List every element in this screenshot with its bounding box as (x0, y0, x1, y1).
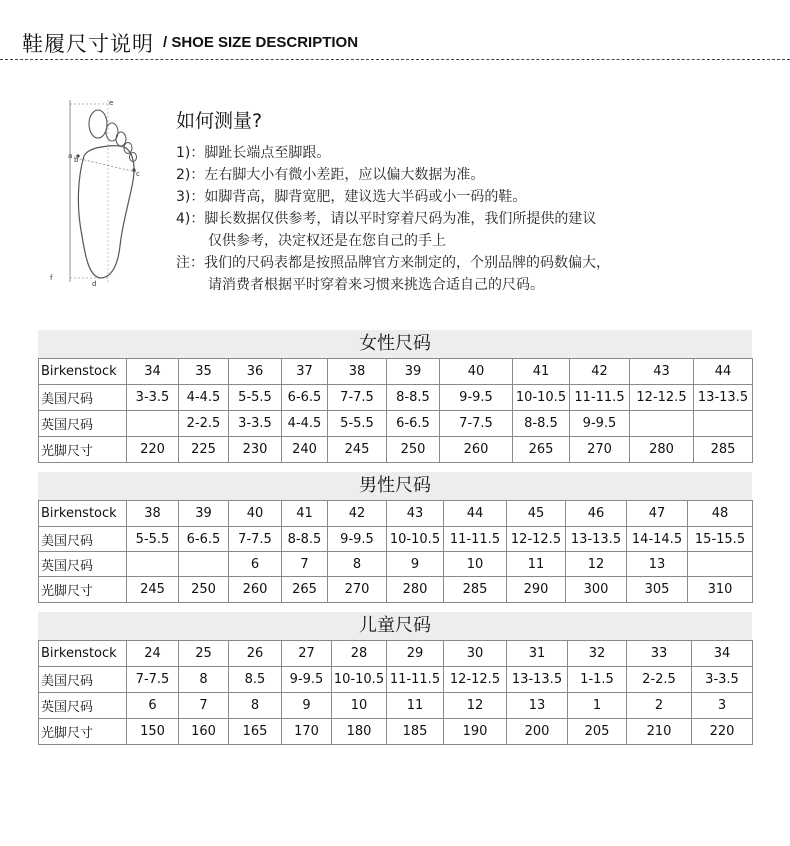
table-cell: 8 (229, 693, 282, 719)
table-cell: 165 (229, 719, 282, 745)
table-cell: 265 (282, 577, 328, 603)
measure-note: 注：我们的尺码表都是按照品牌官方来制定的，个别品牌的码数偏大， (176, 255, 610, 271)
table-cell: 220 (127, 437, 179, 463)
diagram-label-a: a (68, 152, 73, 160)
table-cell: 7 (179, 693, 229, 719)
table-row (39, 719, 753, 745)
page-header (0, 0, 790, 62)
table-cell: 9 (387, 552, 444, 577)
men-size-title: 男性尺码 (38, 472, 752, 500)
table-cell: 31 (507, 641, 568, 667)
table-cell: 43 (630, 359, 694, 385)
table-cell: 270 (328, 577, 387, 603)
table-cell: 9 (282, 693, 332, 719)
row-label-brand: Birkenstock (39, 359, 127, 385)
table-cell: 41 (282, 501, 328, 527)
table-cell: 8.5 (229, 667, 282, 693)
table-cell: 280 (387, 577, 444, 603)
table-cell: 13-13.5 (507, 667, 568, 693)
table-cell: 5-5.5 (229, 385, 282, 411)
table-cell: 9-9.5 (440, 385, 513, 411)
table-cell: 12-12.5 (444, 667, 507, 693)
measure-tip-4: 4)：脚长数据仅供参考，请以平时穿着尺码为准，我们所提供的建议 (176, 211, 597, 227)
table-cell: 12-12.5 (630, 385, 694, 411)
table-cell: 5-5.5 (127, 527, 179, 552)
table-cell: 290 (507, 577, 566, 603)
table-cell: 10 (444, 552, 507, 577)
table-cell: 11-11.5 (570, 385, 630, 411)
table-cell: 300 (566, 577, 627, 603)
table-cell: 190 (444, 719, 507, 745)
table-cell: 12-12.5 (507, 527, 566, 552)
table-cell: 4-4.5 (282, 411, 328, 437)
table-row (39, 641, 753, 667)
measure-tip-1: 1)：脚趾长端点至脚跟。 (176, 145, 331, 161)
table-cell: 10 (332, 693, 387, 719)
table-cell: 310 (688, 577, 753, 603)
table-cell: 185 (387, 719, 444, 745)
table-cell: 6 (127, 693, 179, 719)
table-cell: 285 (444, 577, 507, 603)
table-cell: 9-9.5 (570, 411, 630, 437)
table-cell: 44 (444, 501, 507, 527)
table-cell: 40 (440, 359, 513, 385)
table-cell: 39 (387, 359, 440, 385)
table-cell: 24 (127, 641, 179, 667)
measure-tip-2: 2)：左右脚大小有微小差距，应以偏大数据为准。 (176, 167, 485, 183)
table-cell: 42 (328, 501, 387, 527)
table-cell: 7-7.5 (127, 667, 179, 693)
table-cell: 250 (179, 577, 229, 603)
table-cell: 6 (229, 552, 282, 577)
row-label-brand: Birkenstock (39, 501, 127, 527)
table-cell (127, 552, 179, 577)
table-cell: 33 (627, 641, 692, 667)
table-cell: 3-3.5 (229, 411, 282, 437)
row-label-us: 美国尺码 (39, 527, 127, 552)
table-cell: 41 (513, 359, 570, 385)
measure-note-continued: 请消费者根据平时穿着来习惯来挑选合适自己的尺码。 (208, 277, 544, 293)
table-cell: 8-8.5 (387, 385, 440, 411)
row-label-foot: 光脚尺寸 (39, 719, 127, 745)
foot-measure-diagram (48, 96, 144, 288)
table-row (39, 501, 753, 527)
table-cell: 270 (570, 437, 630, 463)
table-cell (694, 411, 753, 437)
diagram-label-e: e (109, 99, 114, 107)
table-cell: 10-10.5 (387, 527, 444, 552)
header-divider (0, 59, 790, 60)
table-cell: 9-9.5 (328, 527, 387, 552)
table-cell: 35 (179, 359, 229, 385)
table-cell: 180 (332, 719, 387, 745)
table-cell: 32 (568, 641, 627, 667)
table-cell: 30 (444, 641, 507, 667)
table-cell: 7-7.5 (229, 527, 282, 552)
table-row (39, 667, 753, 693)
diagram-label-f: f (50, 274, 53, 282)
table-cell: 34 (692, 641, 753, 667)
kids-size-section (38, 612, 752, 745)
table-row (39, 693, 753, 719)
table-cell: 1 (568, 693, 627, 719)
table-cell (630, 411, 694, 437)
table-cell: 8-8.5 (282, 527, 328, 552)
row-label-uk: 英国尺码 (39, 411, 127, 437)
kids-size-table (38, 640, 753, 745)
table-row (39, 385, 753, 411)
men-size-table (38, 500, 753, 603)
table-row (39, 437, 753, 463)
table-cell: 2-2.5 (627, 667, 692, 693)
table-cell: 26 (229, 641, 282, 667)
table-cell: 45 (507, 501, 566, 527)
table-cell: 27 (282, 641, 332, 667)
table-cell: 305 (627, 577, 688, 603)
table-cell: 11-11.5 (387, 667, 444, 693)
table-cell: 210 (627, 719, 692, 745)
table-cell: 38 (127, 501, 179, 527)
table-cell: 250 (387, 437, 440, 463)
table-cell: 220 (692, 719, 753, 745)
table-cell (688, 552, 753, 577)
table-cell: 6-6.5 (179, 527, 229, 552)
women-size-table (38, 358, 753, 463)
table-cell: 160 (179, 719, 229, 745)
table-row (39, 552, 753, 577)
table-cell: 240 (282, 437, 328, 463)
diagram-label-d: d (92, 280, 97, 288)
row-label-foot: 光脚尺寸 (39, 577, 127, 603)
table-cell: 29 (387, 641, 444, 667)
table-cell: 170 (282, 719, 332, 745)
table-cell: 2 (627, 693, 692, 719)
table-cell: 8 (328, 552, 387, 577)
table-cell: 3-3.5 (692, 667, 753, 693)
table-cell: 7-7.5 (328, 385, 387, 411)
men-size-section (38, 472, 752, 603)
table-cell: 2-2.5 (179, 411, 229, 437)
table-cell: 39 (179, 501, 229, 527)
table-cell: 36 (229, 359, 282, 385)
table-cell: 7 (282, 552, 328, 577)
table-row (39, 411, 753, 437)
women-size-title: 女性尺码 (38, 330, 752, 358)
measure-tip-3: 3)：如脚背高，脚背宽肥，建议选大半码或小一码的鞋。 (176, 189, 527, 205)
table-cell: 12 (566, 552, 627, 577)
table-cell: 280 (630, 437, 694, 463)
table-cell: 44 (694, 359, 753, 385)
table-cell: 8 (179, 667, 229, 693)
row-label-uk: 英国尺码 (39, 693, 127, 719)
table-cell: 15-15.5 (688, 527, 753, 552)
table-cell (179, 552, 229, 577)
table-cell: 225 (179, 437, 229, 463)
row-label-us: 美国尺码 (39, 385, 127, 411)
table-row (39, 577, 753, 603)
table-cell: 260 (229, 577, 282, 603)
table-cell: 3-3.5 (127, 385, 179, 411)
table-cell: 200 (507, 719, 568, 745)
foot-outline-icon (48, 96, 144, 288)
table-cell: 28 (332, 641, 387, 667)
page-subtitle: / SHOE SIZE DESCRIPTION (163, 34, 359, 51)
table-cell: 4-4.5 (179, 385, 229, 411)
table-cell: 9-9.5 (282, 667, 332, 693)
table-row (39, 527, 753, 552)
table-cell: 13 (507, 693, 568, 719)
table-cell: 3 (692, 693, 753, 719)
table-cell: 40 (229, 501, 282, 527)
table-cell: 205 (568, 719, 627, 745)
row-label-uk: 英国尺码 (39, 552, 127, 577)
table-cell: 25 (179, 641, 229, 667)
table-cell: 48 (688, 501, 753, 527)
how-to-measure (176, 106, 776, 296)
diagram-label-c: c (136, 170, 140, 178)
table-cell: 265 (513, 437, 570, 463)
women-size-section (38, 330, 752, 463)
table-row (39, 359, 753, 385)
table-cell: 1-1.5 (568, 667, 627, 693)
table-cell: 11 (387, 693, 444, 719)
page-title: 鞋履尺寸说明 (22, 32, 154, 56)
table-cell: 43 (387, 501, 444, 527)
how-to-measure-title: 如何测量? (176, 110, 263, 132)
table-cell: 230 (229, 437, 282, 463)
table-cell: 12 (444, 693, 507, 719)
table-cell: 245 (127, 577, 179, 603)
row-label-us: 美国尺码 (39, 667, 127, 693)
table-cell: 8-8.5 (513, 411, 570, 437)
measure-tip-4-continued: 仅供参考，决定权还是在您自己的手上 (208, 233, 446, 249)
table-cell: 150 (127, 719, 179, 745)
diagram-label-b: b (74, 156, 79, 164)
table-cell: 6-6.5 (387, 411, 440, 437)
table-cell: 42 (570, 359, 630, 385)
table-cell: 7-7.5 (440, 411, 513, 437)
table-cell: 46 (566, 501, 627, 527)
kids-size-title: 儿童尺码 (38, 612, 752, 640)
table-cell: 5-5.5 (328, 411, 387, 437)
table-cell: 245 (328, 437, 387, 463)
table-cell: 34 (127, 359, 179, 385)
table-cell: 13 (627, 552, 688, 577)
table-cell: 14-14.5 (627, 527, 688, 552)
table-cell: 13-13.5 (566, 527, 627, 552)
table-cell: 6-6.5 (282, 385, 328, 411)
table-cell: 47 (627, 501, 688, 527)
row-label-foot: 光脚尺寸 (39, 437, 127, 463)
table-cell: 10-10.5 (513, 385, 570, 411)
table-cell: 10-10.5 (332, 667, 387, 693)
table-cell (127, 411, 179, 437)
table-cell: 11-11.5 (444, 527, 507, 552)
table-cell: 285 (694, 437, 753, 463)
table-cell: 13-13.5 (694, 385, 753, 411)
table-cell: 11 (507, 552, 566, 577)
table-cell: 38 (328, 359, 387, 385)
row-label-brand: Birkenstock (39, 641, 127, 667)
table-cell: 260 (440, 437, 513, 463)
table-cell: 37 (282, 359, 328, 385)
